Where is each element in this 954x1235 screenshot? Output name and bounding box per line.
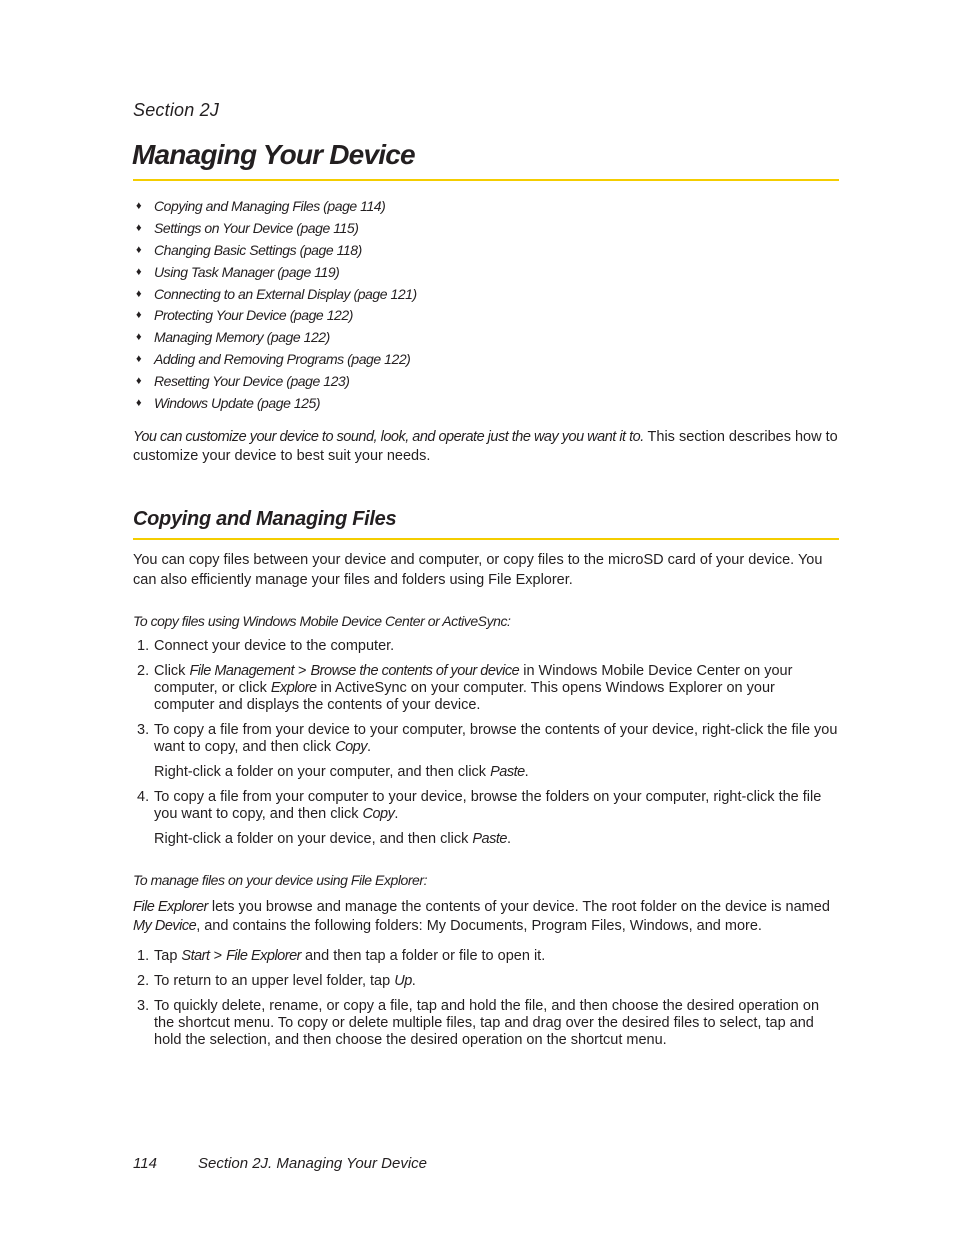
footer-page-number: 114 [133, 1155, 157, 1172]
toc-item-label: Using Task Manager (page 119) [154, 263, 340, 280]
toc-item-label: Resetting Your Device (page 123) [154, 373, 350, 390]
diamond-bullet-icon: ♦ [136, 309, 142, 322]
step-item [133, 663, 839, 714]
step-text: To copy a file from your computer to your device, browse the folders on your computer, right-click the file you want to copy, and then click [154, 789, 822, 822]
step-number: 4. [137, 789, 150, 805]
heading-rule [133, 538, 839, 540]
toc-item [133, 239, 417, 261]
diamond-bullet-icon: ♦ [136, 265, 142, 278]
step-number: 2. [137, 663, 150, 679]
step-number: 3. [137, 998, 150, 1014]
menu-path-explore: Explore [270, 680, 317, 696]
intro-italic: You can customize your device to sound, look, and operate just the way you want it to. [133, 429, 644, 445]
section-label: Section 2J [133, 100, 220, 120]
toc-item [133, 392, 417, 414]
command-copy: Copy [335, 739, 367, 755]
step-number: 2. [137, 973, 150, 989]
toc-item [133, 348, 417, 370]
step-text: Click [154, 663, 190, 679]
step-text: in Windows Mobile Device Center on your computer, or click [154, 663, 793, 696]
diamond-bullet-icon: ♦ [136, 287, 142, 300]
command-up: Up [394, 973, 412, 989]
menu-path-start: Start [181, 948, 210, 964]
toc-item-label: Protecting Your Device (page 122) [154, 307, 353, 324]
section-contents-list [133, 195, 417, 414]
intro-paragraph [133, 428, 839, 465]
toc-item-label: Changing Basic Settings (page 118) [154, 241, 362, 258]
procedure-title: To copy files using Windows Mobile Device Center or ActiveSync: [133, 613, 511, 629]
diamond-bullet-icon: ♦ [136, 199, 142, 212]
step-text: Right-click a folder on your computer, and then click [154, 764, 491, 780]
diamond-bullet-icon: ♦ [136, 375, 142, 388]
body-paragraph: You can copy files between your device and computer, or copy files to the microSD card of your device. You can also efficiently manage your files and folders using File Explorer. [133, 552, 823, 588]
section-heading: Copying and Managing Files [133, 508, 397, 530]
toc-item-label: Adding and Removing Programs (page 122) [154, 351, 411, 368]
command-copy: Copy [362, 806, 395, 822]
diamond-bullet-icon: ♦ [136, 353, 142, 366]
procedure-steps [133, 638, 839, 848]
step-item [133, 948, 839, 965]
menu-path-file-explorer: File Explorer [226, 948, 301, 964]
toc-item-label: Connecting to an External Display (page 121) [154, 285, 417, 302]
command-paste: Paste [490, 764, 525, 780]
paragraph-text: lets you browse and manage the contents of your device. The root folder on the device is named [207, 899, 830, 915]
diamond-bullet-icon: ♦ [136, 243, 142, 256]
step-text: in ActiveSync on your computer. This opens Windows Explorer on your computer and displays the contents of your device. [154, 680, 775, 713]
page-title: Managing Your Device [132, 139, 415, 170]
term-my-device: My Device [133, 918, 197, 934]
toc-item-label: Settings on Your Device (page 115) [154, 219, 359, 236]
toc-item-label: Copying and Managing Files (page 114) [154, 197, 386, 214]
step-text: . [506, 831, 511, 847]
toc-item [133, 195, 417, 217]
procedure-title: To manage files on your device using File Explorer: [133, 872, 428, 888]
term-file-explorer: File Explorer [133, 899, 208, 915]
path-separator: > [293, 663, 311, 679]
toc-item [133, 326, 417, 348]
procedure-steps [133, 948, 839, 1049]
toc-item [133, 283, 417, 305]
step-text: Right-click a folder on your device, and then click [154, 831, 473, 847]
step-text: Connect your device to the computer. [154, 638, 395, 654]
step-item [133, 973, 839, 990]
step-number: 1. [137, 638, 150, 654]
toc-item [133, 261, 417, 283]
toc-item-label: Managing Memory (page 122) [154, 329, 330, 346]
path-separator: > [209, 948, 227, 964]
toc-item [133, 304, 417, 326]
command-paste: Paste [472, 831, 507, 847]
step-text: . [411, 973, 416, 989]
menu-path-file-management: File Management [189, 663, 294, 679]
step-subtext [154, 764, 839, 781]
step-text: . [394, 806, 399, 822]
step-item [133, 998, 839, 1049]
step-item [133, 789, 839, 848]
body-paragraph [133, 898, 839, 936]
paragraph-text: , and contains the following folders: My Documents, Program Files, Windows, and more. [196, 918, 762, 934]
toc-item-label: Windows Update (page 125) [154, 394, 321, 411]
step-text: Tap [154, 948, 182, 964]
step-text: . [366, 739, 371, 755]
step-text: To copy a file from your device to your computer, browse the contents of your device, right-click the file you want to copy, and then click [154, 722, 838, 755]
step-subtext [154, 831, 839, 848]
step-item [133, 638, 839, 655]
diamond-bullet-icon: ♦ [136, 396, 142, 409]
step-text: . [524, 764, 529, 780]
diamond-bullet-icon: ♦ [136, 331, 142, 344]
toc-item [133, 370, 417, 392]
step-text: To quickly delete, rename, or copy a file, tap and hold the file, and then choose the desired operation on the shortcut menu. To copy or delete multiple files, tap and drag over the desired files to select, tap and hold the selection, and then choose the desired operation on the shortcut menu. [154, 998, 820, 1048]
step-text: To return to an upper level folder, tap [154, 973, 395, 989]
menu-path-browse-contents: Browse the contents of your device [310, 663, 520, 679]
step-text: and then tap a folder or file to open it. [300, 948, 546, 964]
step-number: 1. [137, 948, 150, 964]
toc-item [133, 217, 417, 239]
step-item [133, 722, 839, 781]
title-rule [133, 179, 839, 181]
intro-text: This section describes how to customize your device to best suit your needs. [133, 429, 838, 464]
diamond-bullet-icon: ♦ [136, 221, 142, 234]
footer-section-title: Section 2J. Managing Your Device [198, 1155, 428, 1172]
step-number: 3. [137, 722, 150, 738]
